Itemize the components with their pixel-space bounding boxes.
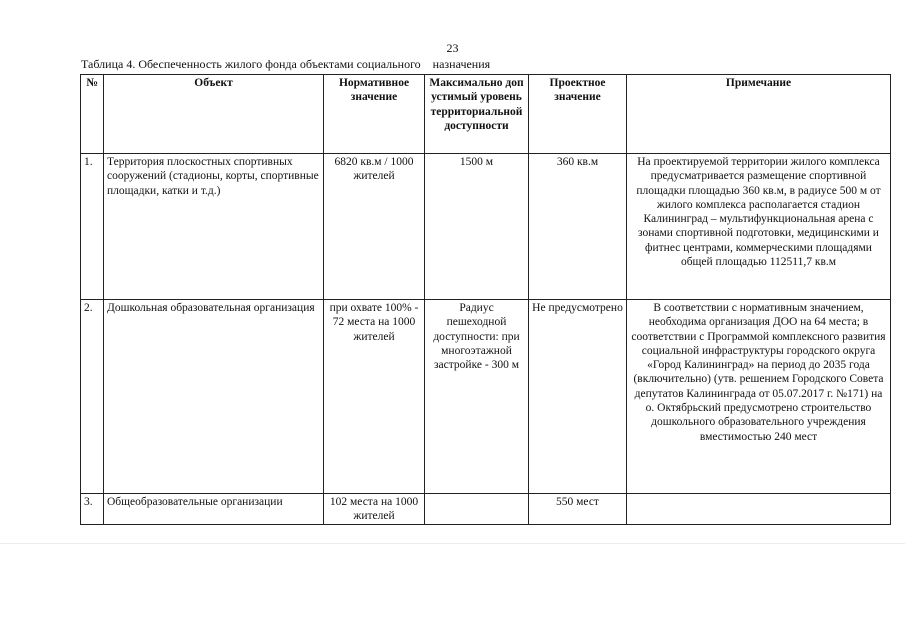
header-object: Объект xyxy=(104,75,324,154)
row-norm: 102 места на 1000 жителей xyxy=(324,494,425,525)
row-max xyxy=(425,494,529,525)
header-project: Проектное значение xyxy=(529,75,627,154)
page-number: 23 xyxy=(446,41,459,55)
row-object: Территория плоскостных спортивных сооружений (стадионы, корты, спортивные площадки, катки и т.д.) xyxy=(104,154,324,300)
header-note: Примечание xyxy=(627,75,891,154)
scan-edge-line xyxy=(0,543,905,544)
table-caption: Таблица 4. Обеспеченность жилого фонда объектами социального назначения xyxy=(81,57,491,71)
table-row xyxy=(81,494,891,525)
row-max: 1500 м xyxy=(425,154,529,300)
row-norm: 6820 кв.м / 1000 жителей xyxy=(324,154,425,300)
row-note xyxy=(627,494,891,525)
row-number: 3. xyxy=(81,494,104,525)
row-note: В соответствии с нормативным значением, необходима организация ДОО на 64 места; в соответствии с Программой комплексного развития социальной инфраструктуры городского округа «Город Калининград» на период до 2035 года (включительно) (утв. решением Городского Совета депутатов Калининграда от 05.07.2017 г. №171) на о. Октябрьский предусмотрено строительство дошкольного образовательного учреждения вместимостью 240 мест xyxy=(627,300,891,494)
row-number: 2. xyxy=(81,300,104,494)
row-number: 1. xyxy=(81,154,104,300)
row-project: 360 кв.м xyxy=(529,154,627,300)
row-project: Не предусмотрено xyxy=(529,300,627,494)
row-max: Радиус пешеходной доступности: при многоэтажной застройке - 300 м xyxy=(425,300,529,494)
row-object: Дошкольная образовательная организация xyxy=(104,300,324,494)
header-number: № xyxy=(81,75,104,154)
row-object: Общеобразовательные организации xyxy=(104,494,324,525)
social-facilities-table xyxy=(80,74,891,525)
header-max-accessibility: Максимально допустимый уровень территориальной доступности xyxy=(425,75,529,154)
table-header-row xyxy=(81,75,891,154)
row-norm: при охвате 100% - 72 места на 1000 жителей xyxy=(324,300,425,494)
row-project: 550 мест xyxy=(529,494,627,525)
table-row xyxy=(81,300,891,494)
row-note: На проектируемой территории жилого комплекса предусматривается размещение спортивной площадки площадью 360 кв.м, в радиусе 500 м от жилого комплекса располагается стадион Калининград – мультифункциональная арена с зонами спортивной подготовки, медицинскими и фитнес центрами, коммерческими площадями общей площадью 112511,7 кв.м xyxy=(627,154,891,300)
header-norm: Нормативное значение xyxy=(324,75,425,154)
table-row xyxy=(81,154,891,300)
